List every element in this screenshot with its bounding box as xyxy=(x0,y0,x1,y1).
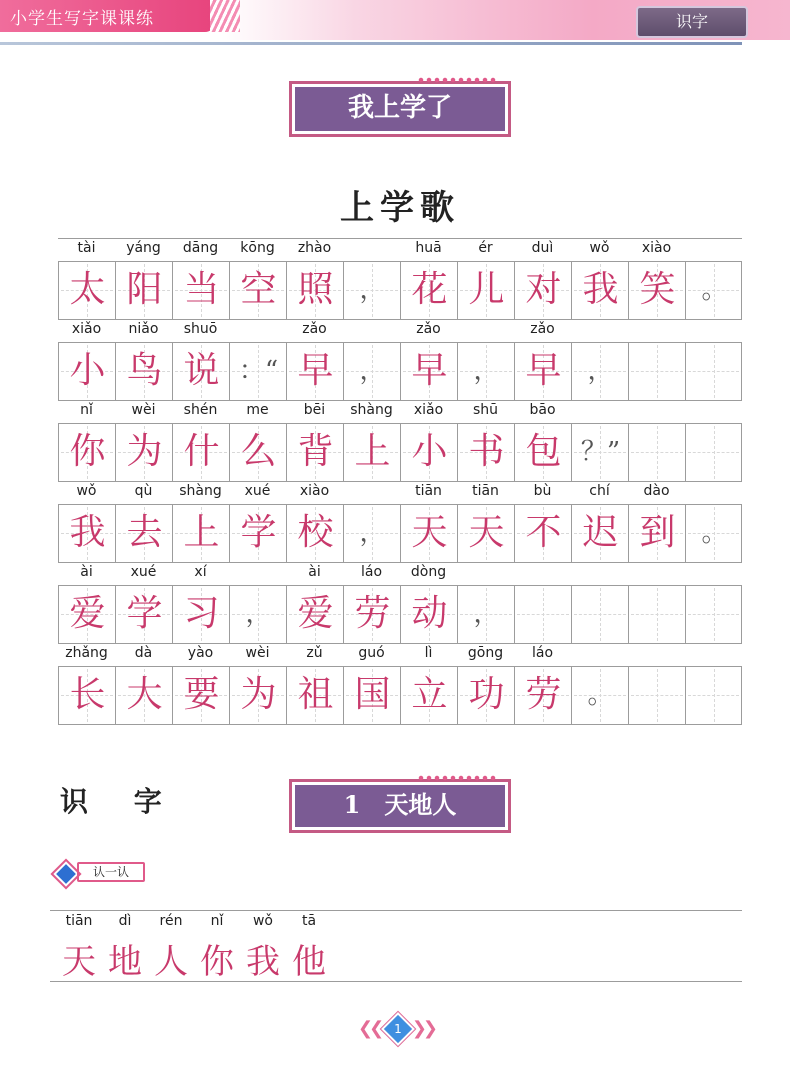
tianzige-cell xyxy=(229,262,286,319)
tianzige-cell xyxy=(685,343,742,400)
tianzige-cell xyxy=(457,586,514,643)
hanzi: 早 xyxy=(525,350,562,391)
tianzige-cell xyxy=(628,586,685,643)
pinyin: xiǎo xyxy=(413,402,444,418)
tianzige-cell xyxy=(514,343,571,400)
tianzige-cell xyxy=(514,505,571,562)
hanzi: 去 xyxy=(126,512,163,553)
tianzige-cell xyxy=(229,424,286,481)
pinyin: wèi xyxy=(245,645,270,661)
pinyin: shén xyxy=(183,402,218,418)
hanzi: 上 xyxy=(354,431,391,472)
hanzi: 照 xyxy=(297,269,334,310)
poem-line xyxy=(58,563,742,644)
hanzi: 为 xyxy=(240,674,277,715)
punctuation: 。 xyxy=(701,275,728,305)
tianzige-cell xyxy=(172,424,229,481)
pinyin: zǎo xyxy=(416,321,441,337)
hanzi: 不 xyxy=(525,512,562,553)
poem-line xyxy=(58,644,742,725)
lesson-banner xyxy=(292,84,508,134)
poem-line xyxy=(58,320,742,401)
page-number-text: 1 xyxy=(394,1022,402,1036)
pinyin: yáng xyxy=(126,240,161,256)
tianzige-cell xyxy=(286,586,343,643)
pinyin: huā xyxy=(415,240,442,256)
pinyin: shū xyxy=(472,402,499,418)
tianzige-cell xyxy=(457,343,514,400)
punctuation: ， xyxy=(473,356,500,386)
tianzige-cell xyxy=(514,262,571,319)
lesson-banner-title: 我上学了 xyxy=(347,93,452,123)
pinyin: xué xyxy=(130,564,157,580)
pinyin: me xyxy=(246,402,269,418)
practice-pinyin: dì xyxy=(118,913,132,929)
pinyin: dào xyxy=(643,483,670,499)
hanzi: 当 xyxy=(183,269,220,310)
pinyin: bāo xyxy=(529,402,556,418)
tianzige-cell xyxy=(58,586,115,643)
tianzige-cell xyxy=(172,667,229,724)
hanzi: 要 xyxy=(183,674,220,715)
pinyin: xiào xyxy=(299,483,330,499)
punctuation: ， xyxy=(587,356,614,386)
pinyin: ài xyxy=(308,564,321,580)
tianzige-cell xyxy=(400,262,457,319)
hanzi: 我 xyxy=(69,512,106,553)
char-row xyxy=(58,586,742,643)
tianzige-cell xyxy=(628,343,685,400)
tianzige-cell xyxy=(571,262,628,319)
poem-grid xyxy=(58,238,742,725)
pinyin: xiǎo xyxy=(71,321,102,337)
char-row xyxy=(58,667,742,724)
hanzi: 天 xyxy=(468,512,505,553)
pinyin: bēi xyxy=(303,402,326,418)
pinyin: zǔ xyxy=(306,645,323,661)
hanzi: 空 xyxy=(240,269,277,310)
activity-label xyxy=(55,862,145,884)
pinyin: lì xyxy=(424,645,433,661)
pinyin: wèi xyxy=(131,402,156,418)
hanzi: 你 xyxy=(69,431,106,472)
hanzi: 背 xyxy=(297,431,334,472)
tianzige-cell xyxy=(400,586,457,643)
hanzi: 动 xyxy=(411,593,448,634)
poem-title: 上学歌 xyxy=(340,188,460,228)
pinyin-row xyxy=(58,239,742,262)
char-row xyxy=(58,262,742,319)
tianzige-cell xyxy=(457,262,514,319)
tianzige-cell xyxy=(115,667,172,724)
tianzige-cell xyxy=(571,586,628,643)
chevron-right-icon: ❯❯ xyxy=(411,1018,434,1039)
pinyin-row xyxy=(58,563,742,586)
hanzi: 爱 xyxy=(69,593,106,634)
lesson-title: 1 天地人 xyxy=(343,790,457,819)
tianzige-cell xyxy=(628,667,685,724)
tianzige-cell xyxy=(343,424,400,481)
hanzi: 包 xyxy=(525,431,562,472)
pinyin: zhǎng xyxy=(65,645,108,661)
poem-line xyxy=(58,239,742,320)
practice-rule-bottom xyxy=(50,981,742,982)
punctuation: 。 xyxy=(587,680,614,710)
pinyin: wǒ xyxy=(76,483,97,499)
tianzige-cell xyxy=(115,586,172,643)
pinyin-row xyxy=(58,320,742,343)
tianzige-cell xyxy=(571,424,628,481)
pinyin: tiān xyxy=(472,483,499,499)
section-label: 识 字 xyxy=(60,785,180,818)
tianzige-cell xyxy=(400,667,457,724)
tianzige-cell xyxy=(343,586,400,643)
hanzi: 天 xyxy=(411,512,448,553)
tianzige-cell xyxy=(571,505,628,562)
hanzi: 花 xyxy=(411,269,448,310)
hanzi: 小 xyxy=(69,350,106,391)
chevron-left-icon: ❮❮ xyxy=(358,1018,381,1039)
hanzi: 对 xyxy=(525,269,562,310)
hanzi: 我 xyxy=(582,269,619,310)
tianzige-cell xyxy=(628,505,685,562)
tianzige-cell xyxy=(286,667,343,724)
practice-hanzi: 人 xyxy=(154,942,188,982)
tianzige-cell xyxy=(685,586,742,643)
pinyin: zǎo xyxy=(302,321,327,337)
tianzige-cell xyxy=(457,505,514,562)
section-tab: 识字 xyxy=(636,6,748,38)
pinyin-row xyxy=(58,482,742,505)
hanzi: 什 xyxy=(183,431,220,472)
tianzige-cell xyxy=(343,343,400,400)
tianzige-cell xyxy=(628,262,685,319)
pinyin: guó xyxy=(358,645,385,661)
pinyin: yào xyxy=(187,645,214,661)
hanzi: 学 xyxy=(240,512,277,553)
tianzige-cell xyxy=(343,667,400,724)
tianzige-cell xyxy=(58,343,115,400)
practice-hanzi: 他 xyxy=(292,942,326,982)
pinyin: zǎo xyxy=(530,321,555,337)
tianzige-cell xyxy=(628,424,685,481)
tianzige-cell xyxy=(172,343,229,400)
practice-pinyin: tiān xyxy=(65,913,93,929)
pinyin: zhào xyxy=(297,240,332,256)
hanzi: 劳 xyxy=(354,593,391,634)
practice-pinyin: rén xyxy=(159,913,183,929)
punctuation: ， xyxy=(359,518,386,548)
tianzige-cell xyxy=(58,424,115,481)
hanzi: 祖 xyxy=(297,674,334,715)
pinyin: niǎo xyxy=(128,321,159,337)
hanzi: 上 xyxy=(183,512,220,553)
tianzige-cell xyxy=(172,586,229,643)
tianzige-cell xyxy=(172,262,229,319)
punctuation: 。 xyxy=(701,518,728,548)
tianzige-cell xyxy=(286,424,343,481)
hanzi: 早 xyxy=(411,350,448,391)
tianzige-cell xyxy=(115,424,172,481)
tianzige-cell xyxy=(514,424,571,481)
pinyin: kōng xyxy=(240,240,275,256)
practice-rule-top xyxy=(50,910,742,911)
pinyin: láo xyxy=(531,645,554,661)
practice-pinyin: nǐ xyxy=(210,913,224,929)
tianzige-cell xyxy=(400,424,457,481)
punctuation: ， xyxy=(473,599,500,629)
pinyin: wǒ xyxy=(589,240,610,256)
pinyin: dòng xyxy=(410,564,447,580)
punctuation: ， xyxy=(245,599,272,629)
tianzige-cell xyxy=(58,667,115,724)
pinyin: xiào xyxy=(641,240,672,256)
char-row xyxy=(58,424,742,481)
tianzige-cell xyxy=(58,262,115,319)
hanzi: 小 xyxy=(411,431,448,472)
pinyin: nǐ xyxy=(80,402,93,418)
hanzi: 么 xyxy=(240,431,277,472)
hanzi: 笑 xyxy=(639,269,676,310)
tianzige-cell xyxy=(343,262,400,319)
tianzige-cell xyxy=(343,505,400,562)
pinyin: láo xyxy=(360,564,383,580)
punctuation: ， xyxy=(359,356,386,386)
hanzi: 国 xyxy=(354,674,391,715)
pinyin: dāng xyxy=(182,240,219,256)
pinyin: chí xyxy=(589,483,610,499)
tianzige-cell xyxy=(685,262,742,319)
char-row xyxy=(58,505,742,562)
tianzige-cell xyxy=(286,343,343,400)
tianzige-cell xyxy=(571,667,628,724)
punctuation: ：“ xyxy=(238,356,279,386)
pinyin: shuō xyxy=(183,321,218,337)
header-stripes xyxy=(210,0,240,32)
pinyin: ér xyxy=(478,240,493,256)
hanzi: 立 xyxy=(411,674,448,715)
hanzi: 爱 xyxy=(297,593,334,634)
tianzige-cell xyxy=(172,505,229,562)
pinyin: ài xyxy=(80,564,93,580)
tianzige-cell xyxy=(514,586,571,643)
pinyin-row xyxy=(58,401,742,424)
tianzige-cell xyxy=(685,667,742,724)
tianzige-cell xyxy=(685,505,742,562)
tianzige-cell xyxy=(115,343,172,400)
pinyin: gōng xyxy=(467,645,504,661)
book-title-tab xyxy=(0,0,215,32)
practice-pinyin: wǒ xyxy=(252,913,273,929)
tianzige-cell xyxy=(58,505,115,562)
activity-label-text: 认一认 xyxy=(77,862,145,882)
tianzige-cell xyxy=(229,343,286,400)
tianzige-cell xyxy=(115,262,172,319)
poem-line xyxy=(58,401,742,482)
tianzige-cell xyxy=(514,667,571,724)
page-number xyxy=(354,1014,438,1042)
char-row xyxy=(58,343,742,400)
tianzige-cell xyxy=(229,667,286,724)
pinyin: tài xyxy=(77,240,96,256)
header-rule xyxy=(0,42,742,45)
hanzi: 功 xyxy=(468,674,505,715)
poem-line xyxy=(58,482,742,563)
pinyin: xí xyxy=(194,564,207,580)
tianzige-cell xyxy=(457,667,514,724)
pinyin: tiān xyxy=(415,483,442,499)
practice-hanzi: 我 xyxy=(246,942,280,982)
hanzi: 儿 xyxy=(468,269,505,310)
hanzi: 迟 xyxy=(582,512,619,553)
pinyin: shàng xyxy=(350,402,393,418)
tianzige-cell xyxy=(400,343,457,400)
punctuation: ， xyxy=(359,275,386,305)
tianzige-cell xyxy=(457,424,514,481)
tianzige-cell xyxy=(286,505,343,562)
pinyin: qù xyxy=(134,483,153,499)
tianzige-cell xyxy=(400,505,457,562)
practice-pinyin: tā xyxy=(301,913,317,929)
tianzige-cell xyxy=(571,343,628,400)
pinyin: duì xyxy=(531,240,554,256)
pinyin: dà xyxy=(134,645,153,661)
lesson-title-banner xyxy=(292,782,508,830)
hanzi: 劳 xyxy=(525,674,562,715)
hanzi: 学 xyxy=(126,593,163,634)
pinyin: xué xyxy=(244,483,271,499)
tianzige-cell xyxy=(229,586,286,643)
banner-dots xyxy=(417,775,497,781)
hanzi: 书 xyxy=(468,431,505,472)
hanzi: 鸟 xyxy=(126,350,163,391)
hanzi: 大 xyxy=(126,674,163,715)
pinyin: bù xyxy=(533,483,552,499)
tianzige-cell xyxy=(685,424,742,481)
hanzi: 长 xyxy=(69,674,106,715)
hanzi: 到 xyxy=(639,512,676,553)
hanzi: 习 xyxy=(183,593,220,634)
tianzige-cell xyxy=(286,262,343,319)
banner-dots xyxy=(417,77,497,83)
practice-hanzi: 天 xyxy=(62,942,96,982)
page-number-badge xyxy=(381,1012,415,1046)
diamond-icon xyxy=(53,861,78,886)
hanzi: 早 xyxy=(297,350,334,391)
book-title: 小学生写字课课练 xyxy=(10,9,154,29)
hanzi: 阳 xyxy=(126,269,163,310)
hanzi: 说 xyxy=(183,350,220,391)
practice-hanzi: 地 xyxy=(108,942,142,982)
practice-hanzi: 你 xyxy=(200,942,234,982)
hanzi: 校 xyxy=(297,512,334,553)
hanzi: 太 xyxy=(69,269,106,310)
punctuation: ？” xyxy=(580,437,621,467)
pinyin-row xyxy=(58,644,742,667)
hanzi: 为 xyxy=(126,431,163,472)
tianzige-cell xyxy=(115,505,172,562)
pinyin: shàng xyxy=(179,483,222,499)
tianzige-cell xyxy=(229,505,286,562)
